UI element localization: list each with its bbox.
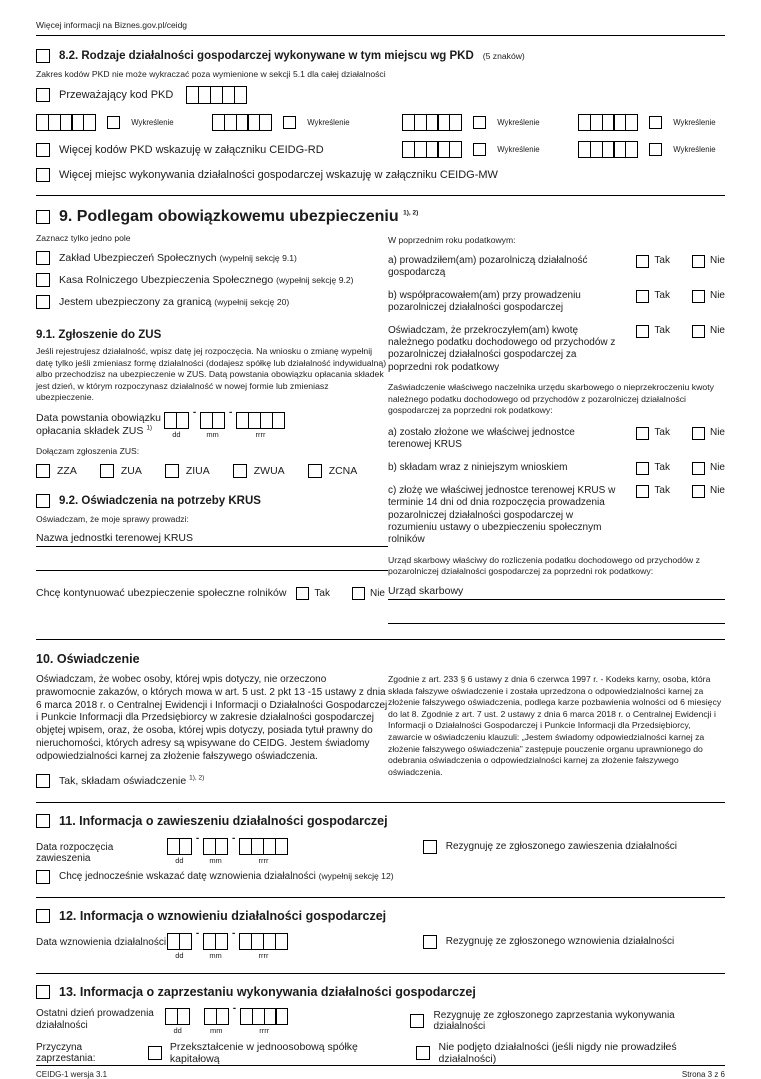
pkd-code-group-1 (36, 114, 212, 131)
cessation-date-label: Ostatni dzień prowadzenia działalności (36, 1007, 154, 1031)
divider-before-12 (36, 897, 725, 898)
pkd-code-cell[interactable] (449, 141, 462, 158)
pkd-code-cell[interactable] (83, 114, 96, 131)
zus-checkbox[interactable] (36, 251, 50, 265)
cessation-date-mm (204, 1008, 229, 1035)
zus-date-rrrr-cell[interactable] (272, 412, 285, 429)
section-10-left-column (36, 674, 388, 788)
section-9-1-title: 9.1. Zgłoszenie do ZUS (36, 329, 162, 341)
suspension-date-rrrr (239, 838, 287, 865)
cert-c-nie-checkbox[interactable] (692, 485, 705, 498)
resumption-mm-input[interactable] (203, 933, 228, 950)
pkd-code-group-2 (212, 114, 402, 131)
resume-date-checkbox[interactable] (36, 870, 50, 884)
nie-label: Nie (369, 587, 385, 599)
zua-label: ZUA (120, 464, 142, 477)
zwua-checkbox[interactable] (233, 464, 247, 478)
cessation-rrrr-cell[interactable] (275, 1008, 288, 1025)
pkd-code-group-3 (402, 114, 578, 131)
section-11-checkbox[interactable] (36, 814, 50, 828)
section-13-title: 13. Informacja o zaprzestaniu wykonywania działalności gospodarczej (59, 984, 476, 999)
pkd-code-cell[interactable] (625, 114, 638, 131)
zwua-label: ZWUA (253, 464, 285, 477)
section-10 (36, 652, 725, 788)
suspension-dd-cell[interactable] (179, 838, 192, 855)
pkd-delete-checkbox-3[interactable] (473, 116, 486, 129)
q2-nie-checkbox[interactable] (692, 290, 705, 303)
section-9 (36, 208, 725, 624)
pkd-delete-checkbox-5[interactable] (473, 143, 486, 156)
suspension-rrrr-input[interactable] (239, 838, 287, 855)
krus-unit-name-label: Nazwa jednostki terenowej KRUS (36, 531, 193, 544)
cert-b-nie-checkbox[interactable] (692, 462, 705, 475)
pkd-code-group-6 (578, 141, 725, 158)
krus-option-label: Kasa Rolniczego Ubezpieczenia Społecznego (wypełnij sekcję 9.2) (59, 274, 354, 286)
q3-nie-checkbox[interactable] (692, 325, 705, 338)
zus-date-rrrr (236, 412, 284, 439)
select-one-note: Zaznacz tylko jedno pole (36, 233, 131, 243)
resumption-mm-cell[interactable] (215, 933, 228, 950)
section-12-title: 12. Informacja o wznowieniu działalności gospodarczej (59, 908, 387, 923)
date-dash: - (231, 927, 236, 939)
cert-a-tak-checkbox[interactable] (636, 427, 649, 440)
cert-c-row (388, 485, 725, 547)
more-info-note: Więcej informacji na Biznes.gov.pl/ceidg (36, 20, 188, 30)
cessation-rrrr-input[interactable] (240, 1008, 288, 1025)
suspension-mm-input[interactable] (203, 838, 228, 855)
cert-c-tak-checkbox[interactable] (636, 485, 649, 498)
tak-label: Tak (654, 427, 670, 439)
cert-a-nie-checkbox[interactable] (692, 427, 705, 440)
cessation-mm-cell[interactable] (216, 1008, 229, 1025)
pkd-code-input-4[interactable] (578, 114, 638, 131)
cessation-mm-input[interactable] (204, 1008, 229, 1025)
reason-transformation-checkbox[interactable] (148, 1046, 162, 1060)
tax-office-field[interactable] (388, 585, 725, 600)
prev-year-q3-row (388, 325, 725, 375)
prev-year-q2-label: b) współpracowałem(am) przy prowadzeniu pozarolniczej działalności gospodarczej (388, 289, 581, 314)
tak-label: Tak (654, 484, 670, 496)
section-8-2 (36, 49, 725, 182)
tak-label: Tak (654, 324, 670, 336)
tak-label: Tak (654, 461, 670, 473)
section-8-2-title-note: (5 znaków) (482, 51, 525, 61)
pkd-code-input-5[interactable] (402, 141, 462, 158)
cessation-dd-input[interactable] (165, 1008, 190, 1025)
section-8-2-title: 8.2. Rodzaje działalności gospodarczej wykonywane w tym miejscu wg PKD (59, 50, 474, 62)
zus-date-dd-cell[interactable] (176, 412, 189, 429)
divider-before-13 (36, 973, 725, 974)
pkd-code-cell[interactable] (259, 114, 272, 131)
tak-label: Tak (654, 289, 670, 301)
suspension-mm-cell[interactable] (215, 838, 228, 855)
zus-attach-label: Dołączam zgłoszenia ZUS: (36, 445, 140, 456)
tax-office-paragraph: Urząd skarbowy właściwy do rozliczenia podatku dochodowego od przychodów z pozarolniczej działalności gospodarczej za poprzedni rok podatkowy: (388, 554, 700, 577)
section-9-right-column (388, 233, 725, 624)
suspension-dd-input[interactable] (167, 838, 192, 855)
krus-continue-nie-checkbox[interactable] (352, 587, 365, 600)
suspension-resign-label: Rezygnuję ze zgłoszonego zawieszenia działalności (445, 841, 677, 853)
dd-label: dd (175, 855, 184, 865)
zus-date-mm-input[interactable] (200, 412, 225, 429)
insurance-option-zus[interactable] (36, 251, 388, 265)
pkd-code-group-5 (402, 141, 578, 158)
mm-label: mm (210, 1025, 223, 1035)
footer-page-number: Strona 3 z 6 (681, 1069, 725, 1079)
section-9-2-checkbox[interactable] (36, 494, 50, 508)
reason-not-started-checkbox[interactable] (416, 1046, 430, 1060)
pkd-code-input-6[interactable] (578, 141, 638, 158)
cert-b-label: b) składam wraz z niniejszym wnioskiem (388, 461, 568, 473)
rrrr-label: rrrr (258, 855, 269, 865)
pkd-delete-checkbox-6[interactable] (649, 143, 662, 156)
suspension-date-label: Data rozpoczęcia zawieszenia (36, 841, 114, 864)
cessation-date-rrrr (240, 1008, 288, 1035)
header-rule (36, 35, 725, 36)
pkd-delete-checkbox-1[interactable] (107, 116, 120, 129)
cessation-resign-checkbox[interactable] (410, 1014, 424, 1028)
prev-year-q2-row (388, 290, 725, 315)
divider-before-10 (36, 639, 725, 640)
dd-label: dd (172, 429, 181, 439)
section-12 (36, 909, 725, 960)
section-10-legal-note: Zgodnie z art. 233 § 6 ustawy z dnia 6 czerwca 1997 r. - Kodeks karny, osoba, która składa fałszywe oświadczenie i została uprzedzona o odpowiedzialności karnej za złożenie fałszywego oświadczenia, podlega karze pozbawienia wolności od 6 miesięcy do lat 8. Zgodnie z art. 7 ust. 2 ustawy z dnia 6 marca 2018 r. o Centralnej Ewidencji i Informacji o Działalności Gospodarczej i Punkcie Informacji dla Przedsiębiorcy, zawarcie w oświadczeniu klauzuli: „Jestem świadomy odpowiedzialności karnej za złożenie fałszywego oświadczenia” zastępuje pouczenie organu uprawnionego do odebrania oświadczenia o odpowiedzialności karnej za złożenie fałszywego oświadczenia. (388, 674, 722, 777)
date-dash: - (195, 832, 200, 844)
section-9-title: 9. Podlegam obowiązkowemu ubezpieczeniu $^{1), 2)}$ (59, 208, 419, 225)
ziua-label: ZIUA (185, 464, 210, 477)
prev-year-q1-row (388, 255, 725, 280)
zus-option-label: Zakład Ubezpieczeń Społecznych (wypełnij sekcję 9.1) (59, 252, 297, 264)
krus-continue-taknie (296, 587, 385, 600)
cert-a-row (388, 427, 725, 452)
cert-b-tak-checkbox[interactable] (636, 462, 649, 475)
section-9-title-sup: 1), 2) (403, 209, 419, 217)
cert-b-row (388, 462, 725, 475)
resumption-dd-cell[interactable] (179, 933, 192, 950)
pkd-delete-label-2: Wykreślenie (307, 118, 350, 127)
zus-date-mm (200, 412, 225, 439)
pkd-code-input-2[interactable] (212, 114, 272, 131)
rrrr-label: rrrr (259, 1025, 270, 1035)
resumption-dd-input[interactable] (167, 933, 192, 950)
pkd-code-cell[interactable] (625, 141, 638, 158)
mm-label: mm (209, 855, 222, 865)
pkd-delete-label-4: Wykreślenie (673, 118, 716, 127)
section-9-checkbox[interactable] (36, 210, 50, 224)
zcna-checkbox[interactable] (308, 464, 322, 478)
zus-date-rrrr-input[interactable] (236, 412, 284, 429)
divider-before-11 (36, 802, 725, 803)
dd-label: dd (175, 950, 184, 960)
prev-year-q1-label: a) prowadziłem(am) pozarolniczą działalność gospodarczą (388, 255, 588, 279)
reason-not-started-label: Nie podjęto działalności (jeśli nigdy nie prowadziłeś działalności) (438, 1040, 677, 1065)
resume-date-label: Chcę jednocześnie wskazać datę wznowienia działalności (wypełnij sekcję 12) (59, 871, 394, 883)
cessation-date-dd (165, 1008, 190, 1035)
divider-before-9 (36, 195, 725, 196)
cert-a-label: a) zostało złożone we właściwej jednostce terenowej KRUS (388, 427, 575, 451)
page-header (36, 20, 725, 35)
pkd-code-input-1[interactable] (36, 114, 96, 131)
section-11 (36, 814, 725, 884)
zcna-label: ZCNA (328, 464, 358, 477)
zza-label: ZZA (57, 464, 77, 477)
nie-label: Nie (709, 324, 725, 336)
suspension-date-dd (167, 838, 192, 865)
declaration-confirm-label: Tak, składam oświadczenie $^{1), 2)}$ (59, 774, 205, 787)
zus-forms-row (36, 464, 388, 478)
main-pkd-code-input[interactable] (186, 86, 246, 104)
resumption-date-mm (203, 933, 228, 960)
tax-office-field-line2[interactable] (388, 600, 725, 624)
tak-label: Tak (654, 255, 670, 266)
date-dash: - (231, 832, 236, 844)
section-10-title: 10. Oświadczenie (36, 652, 140, 667)
reason-transformation-label: Przekształcenie w jednoosobową spółkę kapitałową (169, 1040, 358, 1065)
zua-checkbox[interactable] (100, 464, 114, 478)
krus-continue-label: Chcę kontynuować ubezpieczenie społeczne rolników (36, 587, 287, 600)
resumption-date-dd (167, 933, 192, 960)
zus-date-dd (164, 412, 189, 439)
nie-label: Nie (709, 255, 725, 266)
dd-label: dd (173, 1025, 182, 1035)
nie-label: Nie (709, 289, 725, 301)
pkd-delete-label-6: Wykreślenie (673, 145, 716, 154)
abroad-option-label: Jestem ubezpieczony za granicą (wypełnij sekcję 20) (59, 296, 290, 308)
nie-label: Nie (709, 484, 725, 496)
krus-continue-tak-checkbox[interactable] (296, 587, 309, 600)
certificate-paragraph: Zaświadczenie właściwego naczelnika urzędu skarbowego o nieprzekroczeniu kwoty należnego podatku dochodowego od przychodów z pozarolniczej działalności gospodarczej za poprzedni rok podatkowy: (388, 382, 714, 416)
zus-date-dd-input[interactable] (164, 412, 189, 429)
footer-version: CEIDG-1 wersja 3.1 (36, 1069, 108, 1079)
section-10-declaration: Oświadczam, że wobec osoby, której wpis dotyczy, nie orzeczono prawomocnie zakazów, o których mowa w art. 5 ust. 2 pkt 13 -15 ustawy z dnia 6 marca 2018 r. o Centralnej Ewidencji i Informacji o Działalności Gospodarczej i Punkcie Informacji dla Przedsiębiorcy w zakresie działalności gospodarczej objętej wpisem, oraz, że osoba, której wpis dotyczy, posiada tytuł prawny do nieruchomości, których adresy są wpisywane do CEIDG. Jestem świadomy odpowiedzialności karnej za złożenie fałszywego oświadczenia. (36, 674, 388, 762)
date-dash: - (232, 1002, 237, 1014)
resumption-resign-label: Rezygnuję ze zgłoszonego wznowienia działalności (445, 936, 675, 948)
date-dash: - (195, 927, 200, 939)
suspension-rrrr-cell[interactable] (275, 838, 288, 855)
section-12-checkbox[interactable] (36, 909, 50, 923)
pkd-code-cell[interactable] (449, 114, 462, 131)
section-9-1-paragraph: Jeśli rejestrujesz działalność, wpisz datę jej rozpoczęcia. Na wniosku o zmianę wypełnij datę tylko jeśli zmieniasz formę działalności (dodajesz spółkę lub działalność indywidualną) albo przechodzisz na ubezpieczenie w ZUS. Datą powstania obowiązku opłacania składek jest dzień, w którym rozpoczynasz działalność w nowej formie lub zmieniasz ubezpieczenie. (36, 346, 387, 403)
tak-label: Tak (314, 587, 330, 599)
tax-office-field-label: Urząd skarbowy (388, 585, 464, 598)
declaration-confirm-checkbox[interactable] (36, 774, 50, 788)
section-13 (36, 985, 725, 1065)
rrrr-label: rrrr (258, 950, 269, 960)
section-9-left-column (36, 233, 388, 624)
suspension-resign-checkbox[interactable] (423, 840, 437, 854)
pkd-scope-note: Zakres kodów PKD nie może wykraczać poza wymienione w sekcji 5.1 dla całej działalności (36, 69, 386, 79)
resumption-rrrr-cell[interactable] (275, 933, 288, 950)
q1-nie-checkbox[interactable] (692, 255, 705, 268)
zza-checkbox[interactable] (36, 464, 50, 478)
section-10-right-column (388, 674, 725, 788)
more-pkd-codes-checkbox[interactable] (36, 143, 50, 157)
nie-label: Nie (709, 427, 725, 439)
cessation-reason-label: Przyczyna zaprzestania: (36, 1041, 96, 1064)
krus-unit-name-field-line2[interactable] (36, 547, 388, 571)
pkd-code-input-3[interactable] (402, 114, 462, 131)
section-13-checkbox[interactable] (36, 985, 50, 999)
main-pkd-checkbox[interactable] (36, 88, 50, 102)
krus-declare-note: Oświadczam, że moje sprawy prowadzi: (36, 513, 189, 524)
more-places-checkbox[interactable] (36, 168, 50, 182)
main-pkd-code-cell[interactable] (234, 86, 247, 104)
more-pkd-codes-row (36, 141, 402, 158)
more-pkd-codes-label: Więcej kodów PKD wskazuję w załączniku CEIDG-RD (59, 143, 324, 156)
section-11-title: 11. Informacja o zawieszeniu działalności gospodarczej (59, 813, 388, 828)
krus-unit-name-field[interactable] (36, 532, 388, 547)
q3-tak-checkbox[interactable] (636, 325, 649, 338)
rrrr-label: rrrr (255, 429, 266, 439)
prev-year-note: W poprzednim roku podatkowym: (388, 235, 516, 245)
date-dash: - (192, 406, 197, 418)
suspension-date-mm (203, 838, 228, 865)
resumption-rrrr-input[interactable] (239, 933, 287, 950)
mm-label: mm (206, 429, 219, 439)
q1-tak-checkbox[interactable] (636, 255, 649, 268)
pkd-code-group-4 (578, 114, 725, 131)
pkd-delete-checkbox-2[interactable] (283, 116, 296, 129)
cert-c-label: c) złożę we właściwej jednostce terenowej KRUS w terminie 14 dni od dnia rozpoczęcia prowadzenia pozarolniczej działalności gospodarczej w rozumieniu ustawy o ubezpieczeniu społecznym rolników (388, 484, 616, 546)
section-9-2-title: 9.2. Oświadczenia na potrzeby KRUS (59, 494, 261, 507)
pkd-delete-label-3: Wykreślenie (497, 118, 540, 127)
zus-date-label: Data powstania obowiązku opłacania składek ZUS $^{1)}$ (36, 411, 161, 437)
prev-year-q3-label: Oświadczam, że przekroczyłem(am) kwotę należnego podatku dochodowego od przychodów z pozarolniczej działalności gospodarczej za poprzedni rok podatkowy (388, 324, 616, 373)
pkd-delete-label-1: Wykreślenie (131, 118, 174, 127)
more-places-label: Więcej miejsc wykonywania działalności gospodarczej wskazuję w załączniku CEIDG-MW (59, 169, 498, 181)
cessation-dd-cell[interactable] (177, 1008, 190, 1025)
cessation-resign-label: Rezygnuję ze zgłoszonego zaprzestania wykonywania działalności (433, 1009, 675, 1032)
resumption-date-label: Data wznowienia działalności (36, 936, 167, 948)
pkd-delete-label-5: Wykreślenie (497, 145, 540, 154)
ziua-checkbox[interactable] (165, 464, 179, 478)
section-8-2-checkbox[interactable] (36, 49, 50, 63)
q2-tak-checkbox[interactable] (636, 290, 649, 303)
insurance-option-krus[interactable] (36, 273, 388, 287)
main-pkd-label: Przeważający kod PKD (59, 89, 174, 101)
abroad-checkbox[interactable] (36, 295, 50, 309)
zus-date-mm-cell[interactable] (212, 412, 225, 429)
date-dash: - (228, 406, 233, 418)
insurance-option-abroad[interactable] (36, 295, 388, 309)
pkd-delete-checkbox-4[interactable] (649, 116, 662, 129)
nie-label: Nie (709, 461, 725, 473)
resumption-date-rrrr (239, 933, 287, 960)
pkd-codes-grid (36, 114, 725, 158)
mm-label: mm (209, 950, 222, 960)
krus-checkbox[interactable] (36, 273, 50, 287)
resumption-resign-checkbox[interactable] (423, 935, 437, 949)
